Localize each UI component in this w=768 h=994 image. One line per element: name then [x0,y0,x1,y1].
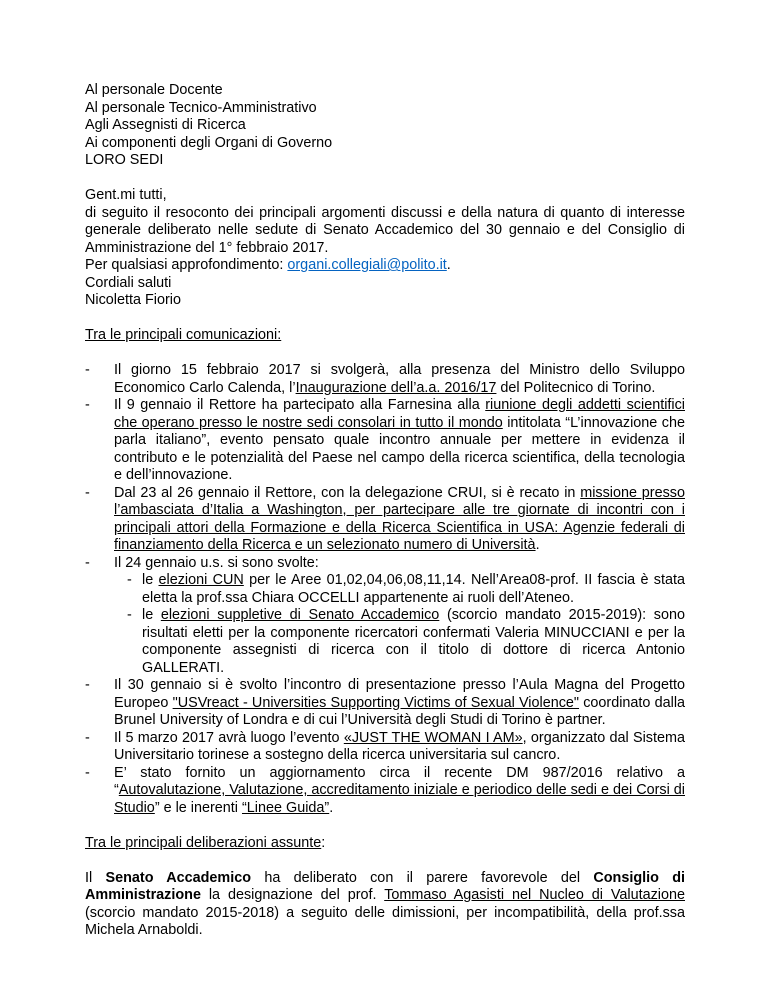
contact-line: Per qualsiasi approfondimento: organi.collegiali@polito.it. [85,257,451,273]
spacer [85,852,685,870]
list-item: - Il 24 gennaio u.s. si sono svolte: [85,554,319,571]
spacer [85,310,685,328]
recipient-line: Al personale Tecnico-Amministrativo [85,99,317,116]
list-item: - Il 5 marzo 2017 avrà luogo l’evento «JUST THE WOMAN I AM», organizzato dal Sistema Universitario torinese a sostegno della ricerca universitaria sul cancro. [85,729,685,763]
linee-guida-link[interactable]: “Linee Guida” [242,799,330,816]
spacer [85,345,685,363]
autovalutazione-link[interactable]: Autovalutazione, Valutazione, accreditamento iniziale e periodico delle sedi e dei Corsi di Studio [114,782,685,816]
deliberations-heading: Tra le principali deliberazioni assunte: [85,834,326,851]
just-the-woman-link[interactable]: «JUST THE WOMAN I AM» [343,729,523,746]
usvreact-link[interactable]: "USVreact - Universities Supporting Victims of Sexual Violence" [172,694,580,711]
cun-elections-link[interactable]: elezioni CUN [158,572,244,588]
communications-list [85,362,685,817]
recipient-line: Ai componenti degli Organi di Governo [85,134,333,151]
list-item: - E’ stato fornito un aggiornamento circa il recente DM 987/2016 relativo a “Autovalutazione, Valutazione, accreditamento iniziale e periodico delle sedi e dei Corsi di Studio” e le inerenti “Linee Guida”. [85,764,685,816]
senate-elections-link[interactable]: elezioni suppletive di Senato Accademico [160,607,440,623]
intro-block [85,187,685,310]
intro-paragraph: di seguito il resoconto dei principali argomenti discussi e della natura di quanto di interesse generale deliberato nelle sedute di Senato Accademico del 30 gennaio e del Consiglio di Amministrazione del 1° febbraio 2017. [85,204,685,256]
signature: Nicoletta Fiorio [85,292,181,308]
senate-name: Senato Accademico [105,869,252,886]
list-item: - Il 30 gennaio si è svolto l’incontro di presentazione presso l’Aula Magna del Progetto Europeo "USVreact - Universities Supporting Victims of Sexual Violence" coordinato dalla Brunel University of Londra e di cui l’Università degli Studi di Torino è partner. [85,677,686,728]
board-name: Consiglio di Amministrazione [85,869,686,903]
nucleo-link[interactable]: Tommaso Agasisti nel Nucleo di Valutazione [384,887,685,903]
list-item: - Il 9 gennaio il Rettore ha partecipato alla Farnesina alla riunione degli addetti scientifici che operano presso le nostre sedi consolari in tutto il mondo intitolata “L’innovazione che parla italiano”, evento pensato quale incontro annuale per mettere in evidenza il contributo e le potenzialità del Paese nel campo della ricerca scientifica, della tecnologia e dell’innovazione. [85,397,685,483]
spacer [85,170,685,188]
list-item: - Il giorno 15 febbraio 2017 si svolgerà, alla presenza del Ministro dello Sviluppo Economico Carlo Calenda, l’Inaugurazione dell’a.a. 2016/17 del Politecnico di Torino. [85,362,685,396]
email-link[interactable]: organi.collegiali@polito.it [287,257,447,273]
recipient-line: LORO SEDI [85,152,164,168]
communications-heading: Tra le principali comunicazioni: [85,327,282,343]
recipients-block [85,82,685,170]
list-item: - Dal 23 al 26 gennaio il Rettore, con la delegazione CRUI, si è recato in missione presso l’ambasciata d’Italia a Washington, per partecipare alle tre giornate di incontri con i principali attori della Formazione e della Ricerca Scientifica in USA: Agenzie federali di finanziamento della Ricerca e un selezionato numero di Università. [85,484,685,553]
recipient-line: Agli Assegnisti di Ricerca [85,117,246,133]
greeting: Gent.mi tutti, [85,187,167,203]
scientific-attaches-link[interactable]: riunione degli addetti scientifici che operano presso le nostre sedi consolari in tutto il mondo [114,397,685,431]
deliberation-paragraph: Il Senato Accademico ha deliberato con il parere favorevole del Consiglio di Amministrazione la designazione del prof. Tommaso Agasisti nel Nucleo di Valutazione (scorcio mandato 2015-2018) a seguito delle dimissioni, per incompatibilità, della prof.ssa Michela Arnaboldi. [85,869,686,938]
sub-list-item: - le elezioni CUN per le Aree 01,02,04,06,08,11,14. Nell’Area08-prof. II fascia è stata eletta la prof.ssa Chiara OCCELLI appartenente ai ruoli dell’Ateneo. [127,572,685,606]
recipient-line: Al personale Docente [85,82,223,98]
washington-mission-link[interactable]: missione presso l’ambasciata d’Italia a Washington, per partecipare alle tre giornate di incontri con i principali attori della Formazione e della Ricerca Scientifica in USA: Agenzie federali di finanziamento della Ricerca e un selezionato numero di Università [114,484,685,553]
document-body [85,82,685,940]
sub-list-item: - le elezioni suppletive di Senato Accademico (scorcio mandato 2015-2019): sono risultati eletti per la componente ricercatori confermati Valeria MINUCCIANI e per la componente assegnisti di ricerca con il titolo di dottore di ricerca Antonio GALLERATI. [127,607,686,676]
inauguration-link[interactable]: Inaugurazione dell’a.a. 2016/17 [295,379,497,396]
spacer [85,817,685,835]
closing: Cordiali saluti [85,274,172,291]
